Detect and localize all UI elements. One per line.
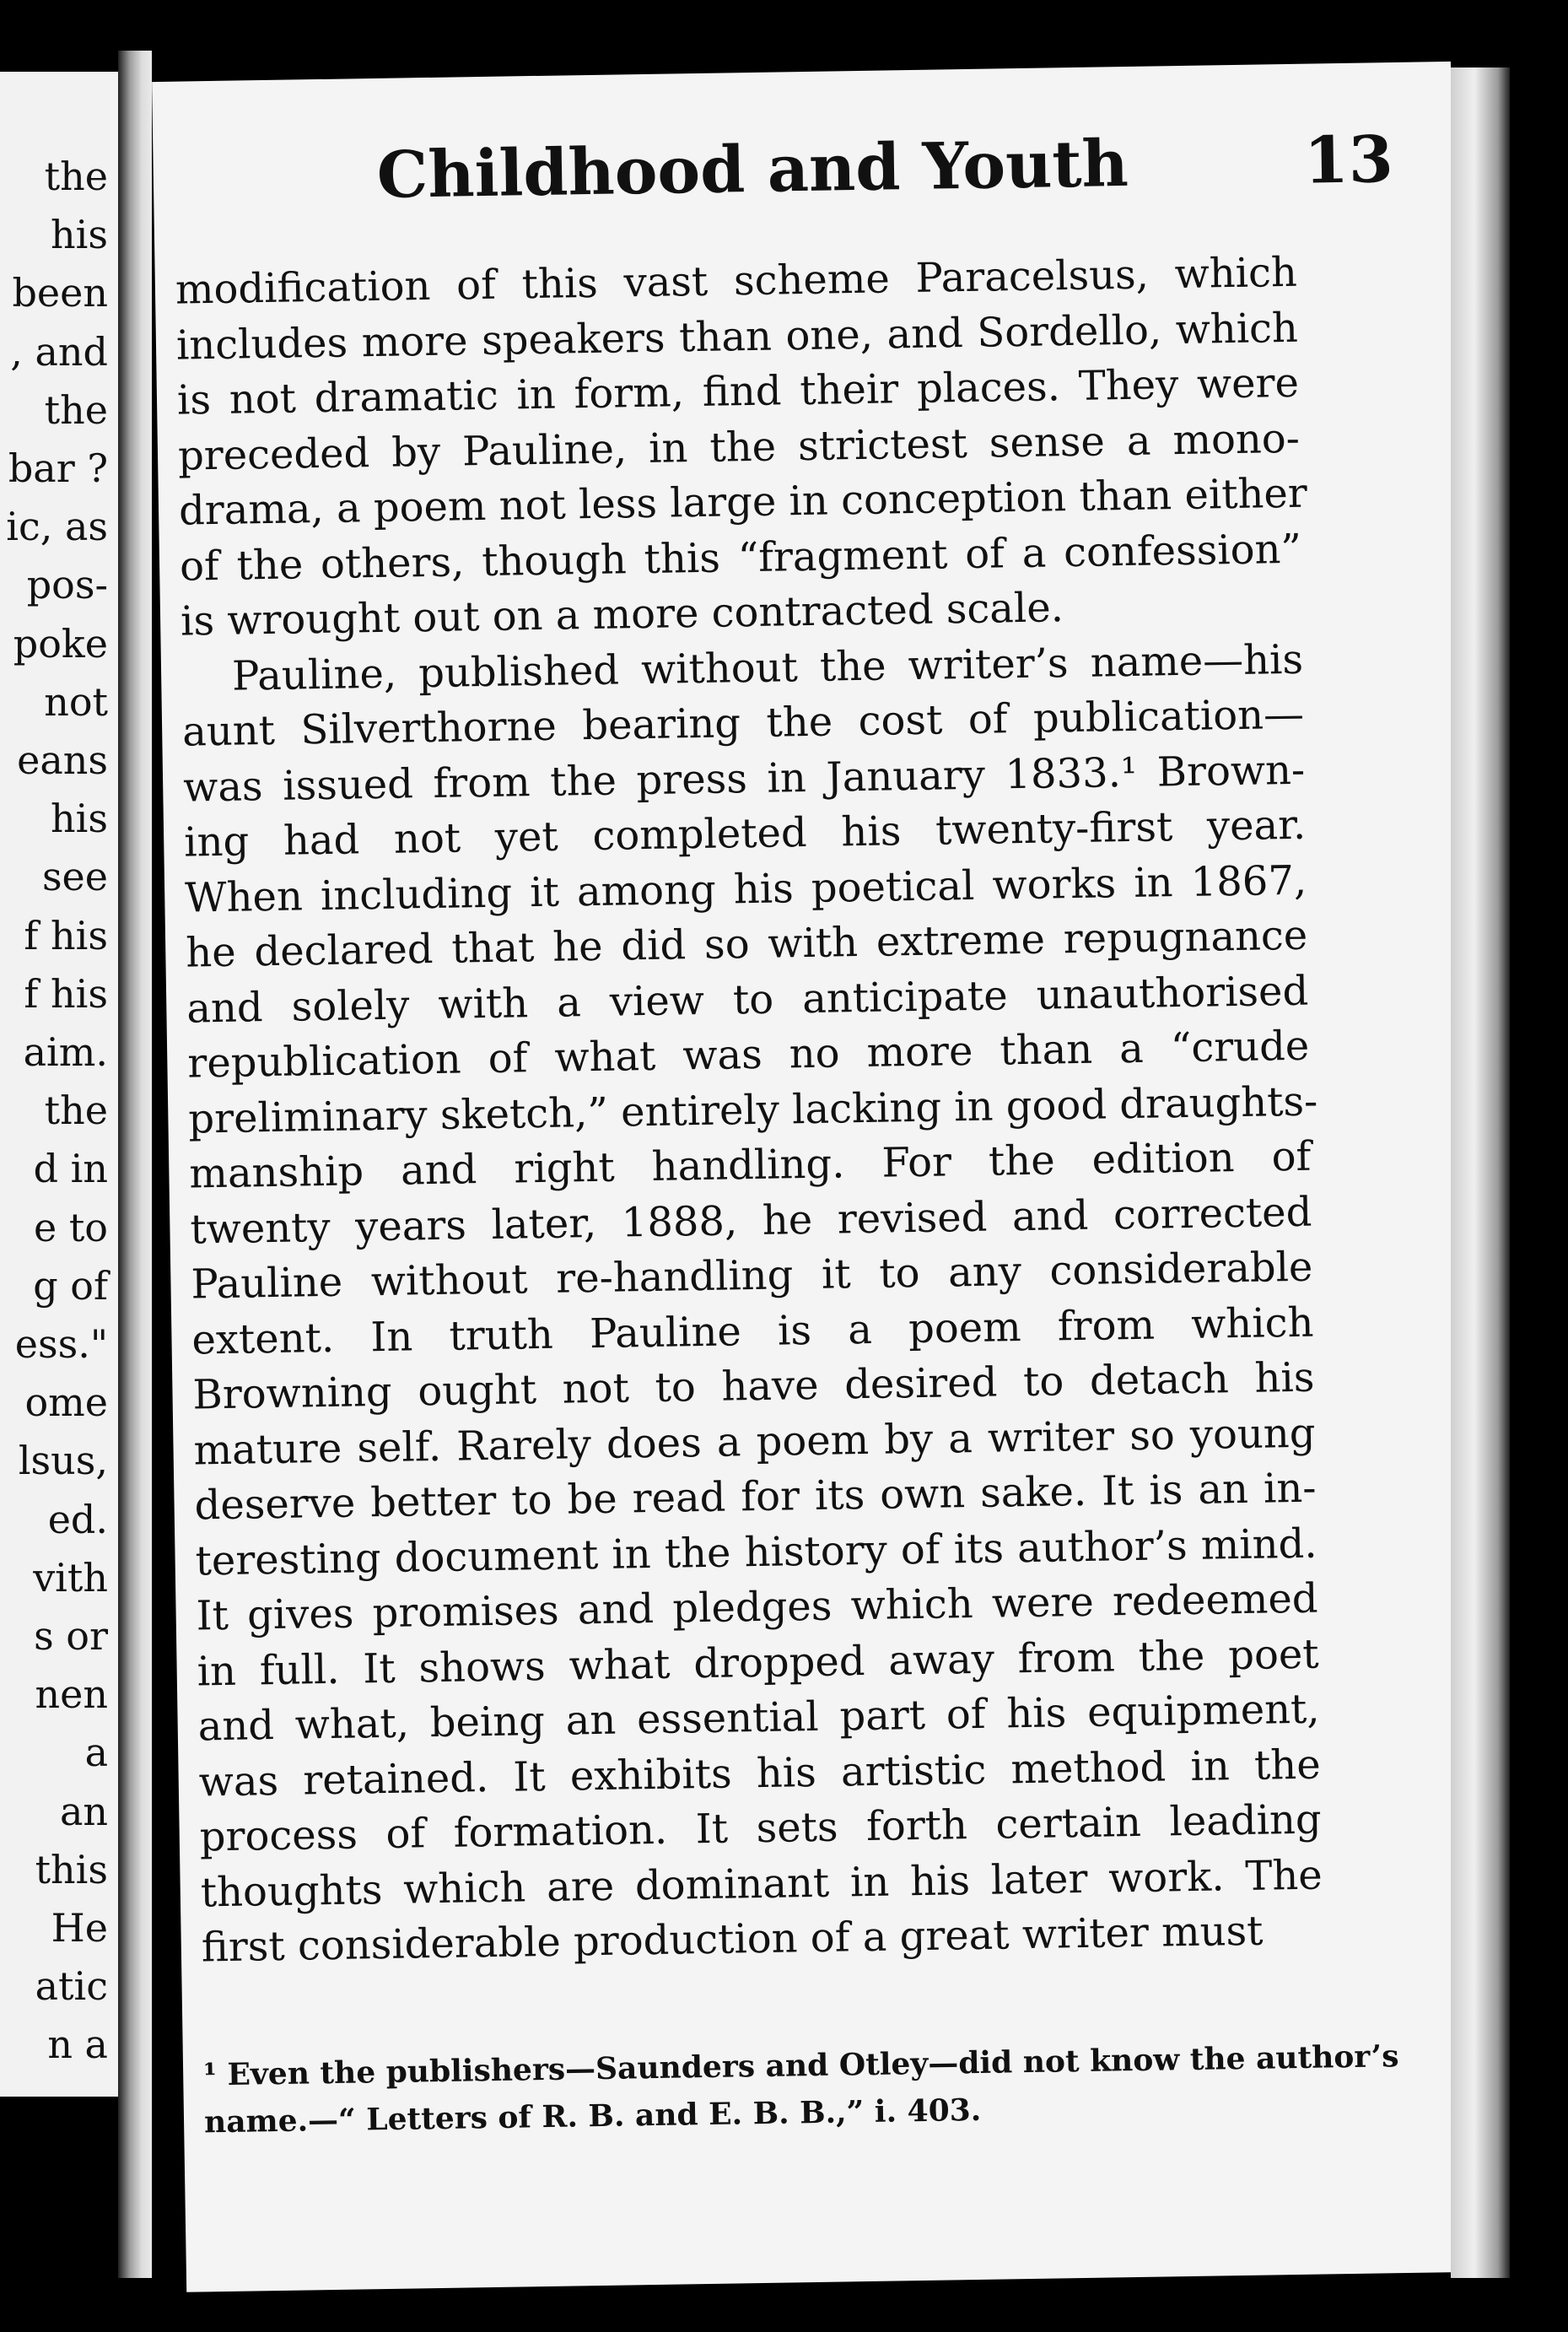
text-line: preceded by Pauline, in the strictest sense a mono- bbox=[177, 414, 1301, 480]
facing-page-line: eans bbox=[17, 737, 108, 783]
facing-page-line: this bbox=[35, 1846, 108, 1892]
footnote-line: ¹ Even the publishers—Saunders and Otley—did not know the author’s bbox=[202, 2038, 1399, 2093]
facing-page-line: n a bbox=[47, 2022, 108, 2068]
text-line: was retained. It exhibits his artistic method in the bbox=[198, 1741, 1322, 1806]
text-line: ing had not yet completed his twenty-first year. bbox=[183, 801, 1307, 866]
page-number: 13 bbox=[1303, 121, 1394, 198]
facing-page-line: He bbox=[51, 1905, 108, 1951]
facing-page-line: poke bbox=[13, 620, 108, 667]
facing-page-line: g of bbox=[33, 1262, 108, 1309]
facing-page-line: aim. bbox=[23, 1029, 108, 1075]
facing-page-line: e to bbox=[33, 1204, 108, 1250]
footnote bbox=[202, 2034, 1399, 2146]
text-line: and what, being an essential part of his equipment, bbox=[197, 1685, 1320, 1751]
text-line: teresting document in the history of its author’s mind. bbox=[195, 1520, 1317, 1584]
facing-page-line: ome bbox=[24, 1379, 108, 1426]
facing-page-line: an bbox=[59, 1788, 108, 1834]
facing-page-line: nen bbox=[35, 1671, 108, 1718]
facing-page-line: his bbox=[51, 796, 108, 842]
page-title: Childhood and Youth bbox=[376, 125, 1129, 213]
text-line: process of formation. It sets forth certain leading bbox=[199, 1795, 1323, 1861]
text-line: and solely with a view to anticipate unauthorised bbox=[186, 967, 1309, 1033]
facing-page-line: f his bbox=[24, 912, 108, 958]
running-head bbox=[153, 121, 1453, 234]
text-line: Browning ought not to have desired to detach his bbox=[192, 1353, 1315, 1419]
text-line: is not dramatic in form, find their places. They were bbox=[176, 359, 1300, 424]
facing-page-line: d in bbox=[33, 1146, 108, 1192]
facing-page-line: been bbox=[12, 270, 108, 316]
facing-page-line: ed. bbox=[47, 1496, 108, 1542]
text-line: modification of this vast scheme Paracelsus, which bbox=[175, 248, 1298, 314]
facing-page-line: s or bbox=[34, 1613, 108, 1659]
text-line: It gives promises and pledges which were redeemed bbox=[196, 1574, 1318, 1640]
facing-page-line: the bbox=[44, 154, 108, 199]
facing-page-line: ic, as bbox=[6, 504, 108, 550]
text-line: preliminary sketch,” entirely lacking in good draughts- bbox=[187, 1077, 1318, 1143]
facing-page-line: vith bbox=[33, 1554, 108, 1601]
text-line: Pauline, published without the writer’s name—his bbox=[231, 635, 1304, 700]
text-line: includes more speakers than one, and Sordello, which bbox=[175, 304, 1299, 370]
text-line: first considerable production of a great writer must bbox=[201, 1907, 1264, 1972]
text-line: aunt Silverthorne bearing the cost of publication— bbox=[181, 690, 1305, 756]
text-line: When including it among his poetical works in 1867, bbox=[184, 856, 1307, 922]
facing-page-line: his bbox=[51, 212, 108, 258]
text-line: in full. It shows what dropped away from the poet bbox=[197, 1630, 1319, 1695]
text-line: Pauline without re-handling it to any considerable bbox=[191, 1243, 1313, 1309]
book-page bbox=[152, 62, 1485, 2292]
facing-page-line: the bbox=[44, 1088, 108, 1134]
facing-page-fragment bbox=[0, 72, 118, 2097]
text-line: thoughts which are dominant in his later work. The bbox=[200, 1851, 1323, 1916]
facing-page-line: f his bbox=[24, 970, 108, 1017]
body-text bbox=[175, 246, 1323, 1976]
text-line: extent. In truth Pauline is a poem from which bbox=[191, 1298, 1314, 1364]
footnote-line: name.—“ Letters of R. B. and E. B. B.,” i. 403. bbox=[203, 2092, 982, 2140]
page-edge bbox=[1451, 67, 1510, 2278]
facing-page-line: atic bbox=[35, 1963, 108, 2010]
facing-page-line: , and bbox=[10, 328, 108, 375]
text-line: drama, a poem not less large in conception than either bbox=[178, 469, 1308, 535]
facing-page-line: lsus, bbox=[18, 1438, 108, 1484]
page-gutter bbox=[118, 51, 152, 2278]
facing-page-line: not bbox=[44, 678, 108, 725]
facing-page-line: see bbox=[41, 854, 108, 900]
text-line: republication of what was no more than a “crude bbox=[186, 1022, 1310, 1088]
facing-page-line: bar ? bbox=[8, 445, 108, 491]
text-line: he declared that he did so with extreme repugnance bbox=[185, 911, 1308, 977]
text-line: of the others, though this “fragment of a confession” bbox=[179, 525, 1302, 591]
facing-page-line: a bbox=[84, 1730, 108, 1776]
text-line: mature self. Rarely does a poem by a writer so young bbox=[193, 1409, 1316, 1475]
text-line: manship and right handling. For the edition of bbox=[188, 1132, 1312, 1198]
facing-page-line: the bbox=[44, 386, 108, 433]
facing-page-line: ess." bbox=[14, 1321, 108, 1367]
text-line: was issued from the press in January 1833.¹ Brown- bbox=[182, 746, 1306, 812]
facing-page-line: pos- bbox=[26, 562, 108, 608]
text-line: twenty years later, 1888, he revised and corrected bbox=[190, 1188, 1312, 1254]
text-line: is wrought out on a more contracted scale. bbox=[180, 584, 1064, 645]
text-line: deserve better to be read for its own sake. It is an in- bbox=[194, 1464, 1317, 1530]
